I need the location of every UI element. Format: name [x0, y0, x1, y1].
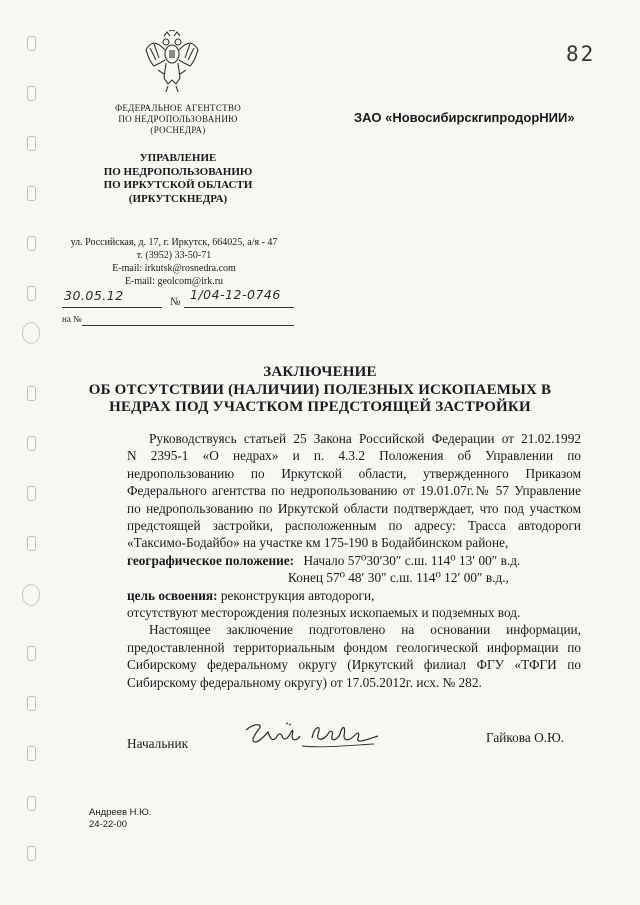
- body-line: Федерального агентства по недропользованию от 19.01.07г.№ 57 Управление: [127, 483, 581, 499]
- binder-hole: [27, 36, 36, 51]
- binder-hole: [27, 486, 36, 501]
- binder-hole: [27, 536, 36, 551]
- end-coordinate: Конец 57⁰ 48′ 30″ с.ш. 114⁰ 12′ 00″ в.д.,: [288, 570, 509, 586]
- executor-name: Андреев Н.Ю.: [89, 807, 152, 818]
- start-coordinate: Начало 57⁰30′30″ с.ш. 114⁰ 13′ 00″ в.д.: [303, 552, 521, 568]
- agency-line: ФЕДЕРАЛЬНОЕ АГЕНТСТВО: [114, 103, 242, 113]
- department-line: (ИРКУТСКНЕДРА): [128, 192, 228, 205]
- binder-hole: [27, 846, 36, 861]
- geo-position-label: географическое положение:: [127, 552, 295, 568]
- executor-info: [89, 807, 151, 831]
- date-underline: [62, 307, 162, 308]
- email-line: E-mail: geolcom@irk.ru: [124, 276, 224, 287]
- binder-hole: [27, 136, 36, 151]
- binder-hole: [27, 186, 36, 201]
- handwritten-signature: [242, 716, 382, 752]
- body-line: предоставленной территориальным фондом геологической информации по: [127, 639, 581, 655]
- binder-hole: [27, 386, 36, 401]
- document-number: 1/04-12-0746: [190, 287, 281, 302]
- document-body: [127, 430, 581, 691]
- agency-line: ПО НЕДРОПОЛЬЗОВАНИЮ: [118, 114, 238, 124]
- geo-position-line: [127, 552, 581, 569]
- document-date: 30.05.12: [64, 288, 124, 303]
- body-line: Сибирскому федеральному округу (Иркутский филиал ФГУ «ТФГИ по: [127, 657, 581, 673]
- body-line: «Таксимо-Бодайбо» на участке км 175-190 в Бодайбинском районе,: [127, 535, 509, 551]
- binder-hole: [27, 646, 36, 661]
- department-name: [60, 152, 296, 206]
- department-line: ПО НЕДРОПОЛЬЗОВАНИЮ: [103, 165, 253, 178]
- goal-label: цель освоения:: [127, 587, 218, 603]
- email-line: E-mail: irkutsk@rosnedra.com: [112, 263, 236, 274]
- binder-hole: [27, 796, 36, 811]
- body-line: Руководствуясь статьей 25 Закона Российской Федерации от 21.02.1992: [149, 431, 581, 446]
- coat-of-arms-icon: [144, 30, 200, 94]
- phone-line: т. (3952) 33-50-71: [136, 250, 212, 261]
- recipient: ЗАО «НовосибирскгипродорНИИ»: [354, 110, 575, 125]
- department-line: УПРАВЛЕНИЕ: [139, 152, 217, 164]
- absence-line: отсутствуют месторождения полезных ископаемых и подземных вод.: [127, 605, 521, 621]
- reply-to-underline: [82, 325, 294, 326]
- title-line: ЗАКЛЮЧЕНИЕ: [263, 364, 377, 380]
- body-line: N 2395-1 «О недрах» и п. 4.3.2 Положения об Управлении по: [127, 448, 581, 464]
- binder-hole: [27, 286, 36, 301]
- contact-block: [44, 236, 304, 288]
- number-label: №: [170, 296, 181, 308]
- body-line: недропользованию по Иркутской области, утвержденного Приказом: [127, 465, 581, 481]
- binder-hole: [27, 86, 36, 101]
- body-line: Настоящее заключение подготовлено на основании информации,: [149, 622, 581, 638]
- body-line: предстоящей застройки, расположенным по адресу: Трасса автодороги: [127, 518, 581, 534]
- document-title: [60, 364, 580, 417]
- binder-hole: [27, 436, 36, 451]
- body-line: Сибирскому федеральному округу) от 17.05.2012г. исх. № 282.: [127, 674, 482, 690]
- body-line: по недропользованию по Иркутской области подтверждает, что под участком: [127, 500, 581, 516]
- title-line: ОБ ОТСУТСТВИИ (НАЛИЧИИ) ПОЛЕЗНЫХ ИСКОПАЕМЫХ В: [88, 381, 552, 398]
- goal-text: реконструкция автодороги,: [220, 587, 375, 603]
- binder-ring: [22, 322, 40, 344]
- agency-name: [70, 103, 286, 136]
- page-number: 82: [566, 42, 596, 66]
- goal-line: [127, 587, 581, 604]
- binder-ring: [22, 584, 40, 606]
- title-line: НЕДРАХ ПОД УЧАСТКОМ ПРЕДСТОЯЩЕЙ ЗАСТРОЙКИ: [109, 399, 531, 415]
- end-coordinate-line: [127, 569, 581, 586]
- binder-margin: [0, 0, 40, 905]
- binder-hole: [27, 696, 36, 711]
- agency-line: (РОСНЕДРА): [150, 125, 206, 135]
- reply-to-label: на №: [62, 314, 82, 324]
- binder-hole: [27, 236, 36, 251]
- number-underline: [184, 307, 294, 308]
- department-line: ПО ИРКУТСКОЙ ОБЛАСТИ: [103, 179, 253, 191]
- executor-phone: 24-22-00: [89, 819, 128, 830]
- binder-hole: [27, 746, 36, 761]
- signatory-name: Гайкова О.Ю.: [486, 730, 565, 745]
- address-line: ул. Российская, д. 17, г. Иркутск, 664025, а/я - 47: [70, 237, 278, 248]
- signatory-title: Начальник: [127, 736, 189, 751]
